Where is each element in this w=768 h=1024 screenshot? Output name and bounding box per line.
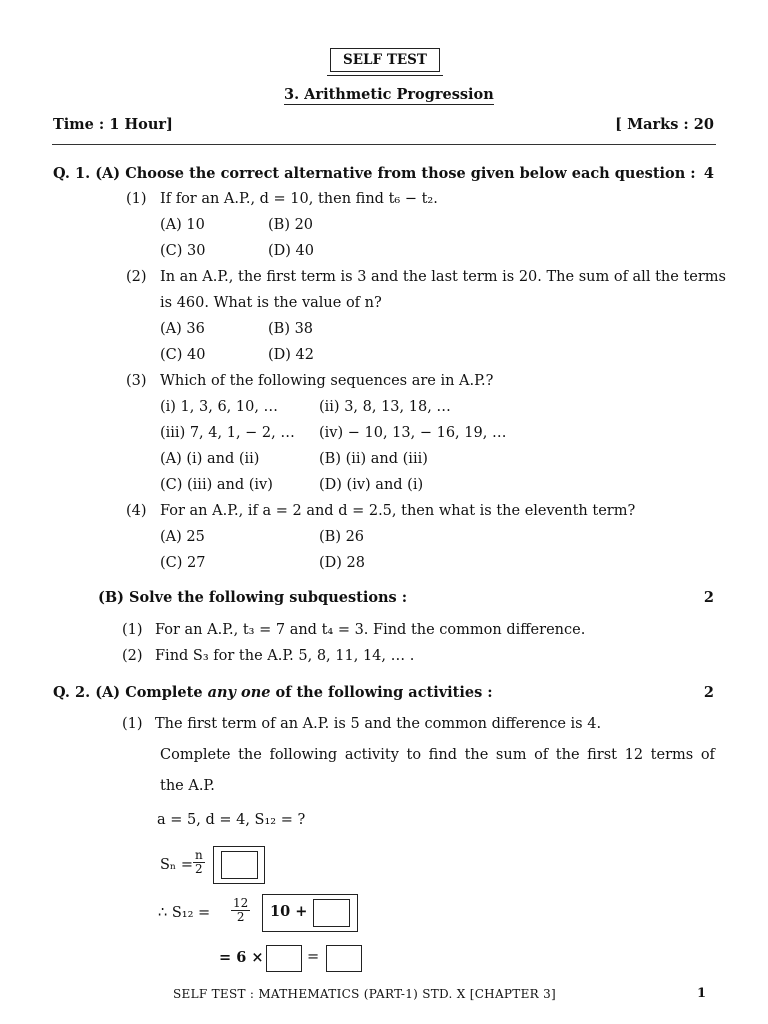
q1-item4-num: (4)	[126, 503, 147, 519]
q1-item3-opt-c: (C) (iii) and (iv)	[160, 477, 273, 493]
q1-item2-opt-a: (A) 36	[160, 321, 205, 337]
q1-item1-opt-d: (D) 40	[268, 243, 314, 259]
formula1-answer-box[interactable]	[221, 851, 258, 879]
q1-item1-opt-b: (B) 20	[268, 217, 314, 233]
formula2-answer-box[interactable]	[313, 899, 350, 927]
marks-label: [ Marks : 20	[615, 116, 714, 133]
q1-item3-opt-d: (D) (iv) and (i)	[319, 477, 424, 493]
q1-item3-opt-a: (A) (i) and (ii)	[160, 451, 260, 467]
q1b-item1-num: (1)	[122, 622, 143, 638]
q1-item3-seq-i: (i) 1, 3, 6, 10, …	[160, 399, 279, 415]
q1-item2-opt-d: (D) 42	[268, 347, 314, 363]
formula1-lhs: Sₙ =	[160, 857, 193, 873]
q1-item3-stem: Which of the following sequences are in A.P.?	[160, 373, 494, 389]
q1-item2-num: (2)	[126, 269, 147, 285]
q2a-heading-emphasis: any one	[207, 684, 271, 701]
formula3-answer-box-2[interactable]	[326, 945, 362, 972]
self-test-badge: SELF TEST	[330, 48, 440, 72]
q1-item3-num: (3)	[126, 373, 147, 389]
formula3-equals: =	[307, 949, 320, 965]
q1-item4-opt-a: (A) 25	[160, 529, 205, 545]
formula1-denominator: 2	[195, 862, 203, 876]
q1-item4-stem: For an A.P., if a = 2 and d = 2.5, then what is the eleventh term?	[160, 503, 636, 519]
page-number: 1	[697, 986, 707, 1001]
q2-item1-line2: Complete the following activity to find the sum of the first 12 terms of	[160, 747, 715, 763]
formula2-lhs: ∴ S₁₂ =	[158, 905, 211, 921]
time-label: Time : 1 Hour]	[53, 116, 173, 133]
q1-item2-opt-c: (C) 40	[160, 347, 206, 363]
q1-item1-opt-a: (A) 10	[160, 217, 205, 233]
q1-item4-opt-b: (B) 26	[319, 529, 365, 545]
q1a-heading: Q. 1. (A) Choose the correct alternative from those given below each question :	[53, 165, 696, 182]
q1-item2-stem-cont: is 460. What is the value of n?	[160, 295, 382, 311]
formula2-fraction	[231, 897, 250, 924]
q1-item4-opt-c: (C) 27	[160, 555, 206, 571]
q2a-marks: 2	[703, 684, 714, 701]
formula2-inner-text: 10 +	[270, 903, 308, 920]
q1-item3-opt-b: (B) (ii) and (iii)	[319, 451, 428, 467]
q1b-item2-text: Find S₃ for the A.P. 5, 8, 11, 14, … .	[155, 648, 415, 664]
q1-item1-num: (1)	[126, 191, 147, 207]
q2-item1-line3: the A.P.	[160, 778, 215, 794]
q1-item1-opt-c: (C) 30	[160, 243, 206, 259]
formula3-lhs: = 6 ×	[219, 949, 264, 966]
q1-item1-stem: If for an A.P., d = 10, then find t₆ − t₂.	[160, 191, 438, 207]
q2a-heading-pre: Q. 2. (A) Complete	[53, 684, 208, 701]
q2-item1-line1: The first term of an A.P. is 5 and the common difference is 4.	[155, 716, 602, 732]
q1b-item1-text: For an A.P., t₃ = 7 and t₄ = 3. Find the common difference.	[155, 622, 586, 638]
q1a-marks: 4	[703, 165, 714, 182]
chapter-title: 3. Arithmetic Progression	[284, 86, 494, 103]
q1-item2-stem: In an A.P., the first term is 3 and the last term is 20. The sum of all the terms	[160, 269, 726, 285]
footer-text: SELF TEST : MATHEMATICS (PART-1) STD. X [CHAPTER 3]	[173, 987, 557, 1001]
q1b-item2-num: (2)	[122, 648, 143, 664]
q1-item3-seq-ii: (ii) 3, 8, 13, 18, …	[319, 399, 451, 415]
formula1-fraction	[193, 849, 205, 876]
formula3-answer-box-1[interactable]	[266, 945, 302, 972]
header-divider	[52, 144, 716, 145]
q1b-marks: 2	[703, 589, 714, 606]
formula2-denominator: 2	[236, 910, 245, 924]
q1b-heading: (B) Solve the following subquestions :	[98, 589, 408, 606]
q2a-heading-post: of the following activities :	[270, 684, 493, 701]
formula2-numerator: 12	[233, 896, 249, 910]
q2-given-values: a = 5, d = 4, S₁₂ = ?	[157, 812, 306, 828]
q1-item4-opt-d: (D) 28	[319, 555, 365, 571]
q2-item1-num: (1)	[122, 716, 143, 732]
formula1-numerator: n	[195, 848, 203, 862]
q1-item3-seq-iii: (iii) 7, 4, 1, − 2, …	[160, 425, 295, 441]
q1-item3-seq-iv: (iv) − 10, 13, − 16, 19, …	[319, 425, 507, 441]
q2a-heading	[53, 684, 493, 701]
q1-item2-opt-b: (B) 38	[268, 321, 314, 337]
